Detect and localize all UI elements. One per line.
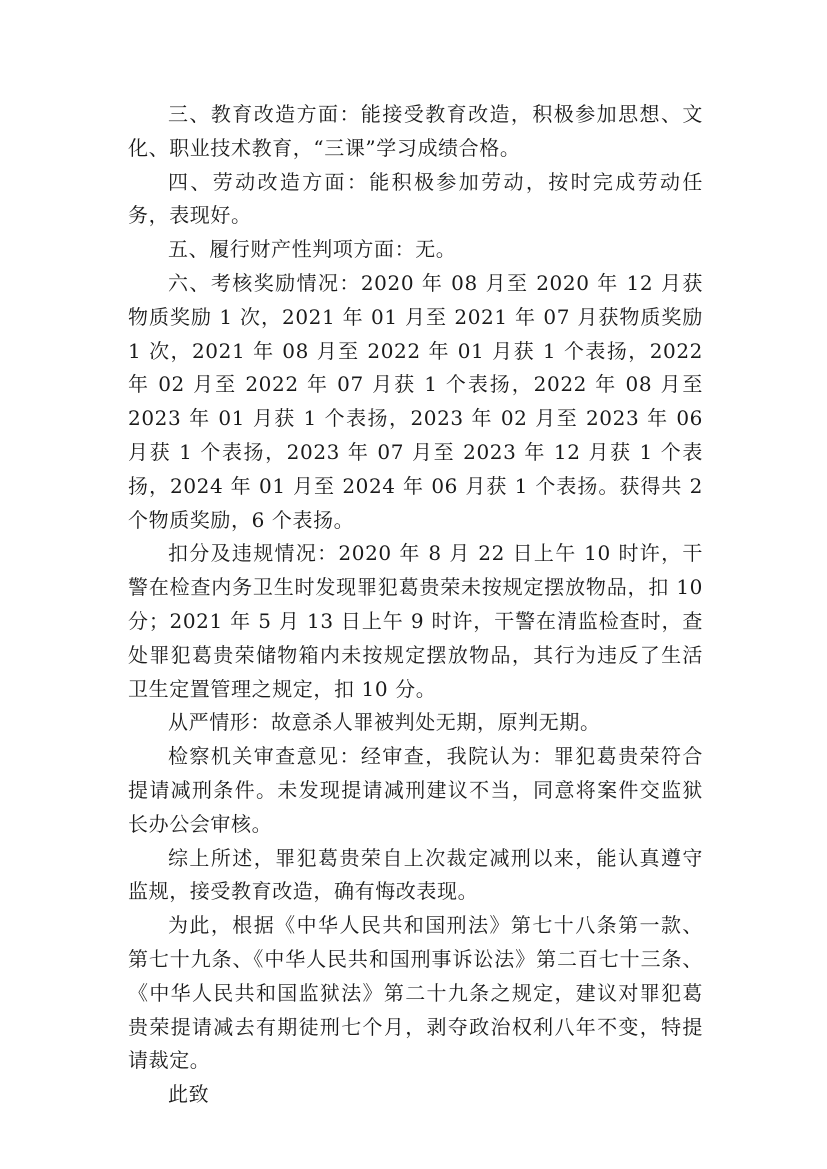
paragraph-labor-reform: 四、劳动改造方面：能积极参加劳动，按时完成劳动任务，表现好。 bbox=[128, 169, 703, 228]
paragraph-closing: 此致 bbox=[168, 1082, 210, 1107]
paragraph-legal-basis: 为此，根据《中华人民共和国刑法》第七十八条第一款、第七十九条、《中华人民共和国刑事诉讼法》第二百七十三条、《中华人民共和国监狱法》第二十九条之规定，建议对罪犯葛贵荣提请减去有期徒刑七个月，剥夺政治权利八年不变，特提请裁定。 bbox=[128, 913, 703, 1073]
paragraph-summary: 综上所述，罪犯葛贵荣自上次裁定减刑以来，能认真遵守监规，接受教育改造，确有悔改表现。 bbox=[128, 845, 703, 904]
document-body bbox=[128, 98, 703, 1112]
paragraph-procuratorate-opinion: 检察机关审查意见：经审查，我院认为：罪犯葛贵荣符合提请减刑条件。未发现提请减刑建议不当，同意将案件交监狱长办公会审核。 bbox=[128, 744, 703, 836]
paragraph-strict-circumstances: 从严情形：故意杀人罪被判处无期，原判无期。 bbox=[168, 710, 601, 735]
paragraph-rewards: 六、考核奖励情况：2020 年 08 月至 2020 年 12 月获物质奖励 1 次，2021 年 01 月至 2021 年 07 月获物质奖励 1 次，2021 年 08 月至 2022 年 01 月获 1 个表扬，2022 年 02 月至 2022 年 07 月获 1 个表扬，2022 年 08 月至 2023 年 01 月获 1 个表扬，2023 年 02 月至 2023 年 06 月获 1 个表扬，2023 年 07 月至 2023 年 12 月获 1 个表扬，2024 年 01 月至 2024 年 06 月获 1 个表扬。获得共 2 个物质奖励，6 个表扬。 bbox=[128, 270, 703, 532]
paragraph-deductions: 扣分及违规情况：2020 年 8 月 22 日上午 10 时许，干警在检查内务卫生时发现罪犯葛贵荣未按规定摆放物品，扣 10 分；2021 年 5 月 13 日上午 9 时许，干警在清监检查时，查处罪犯葛贵荣储物箱内未按规定摆放物品，其行为违反了生活卫生定置管理之规定，扣 10 分。 bbox=[128, 541, 703, 701]
paragraph-property-judgment: 五、履行财产性判项方面：无。 bbox=[168, 237, 457, 262]
paragraph-education-reform: 三、教育改造方面：能接受教育改造，积极参加思想、文化、职业技术教育，“三课”学习成绩合格。 bbox=[128, 102, 703, 160]
